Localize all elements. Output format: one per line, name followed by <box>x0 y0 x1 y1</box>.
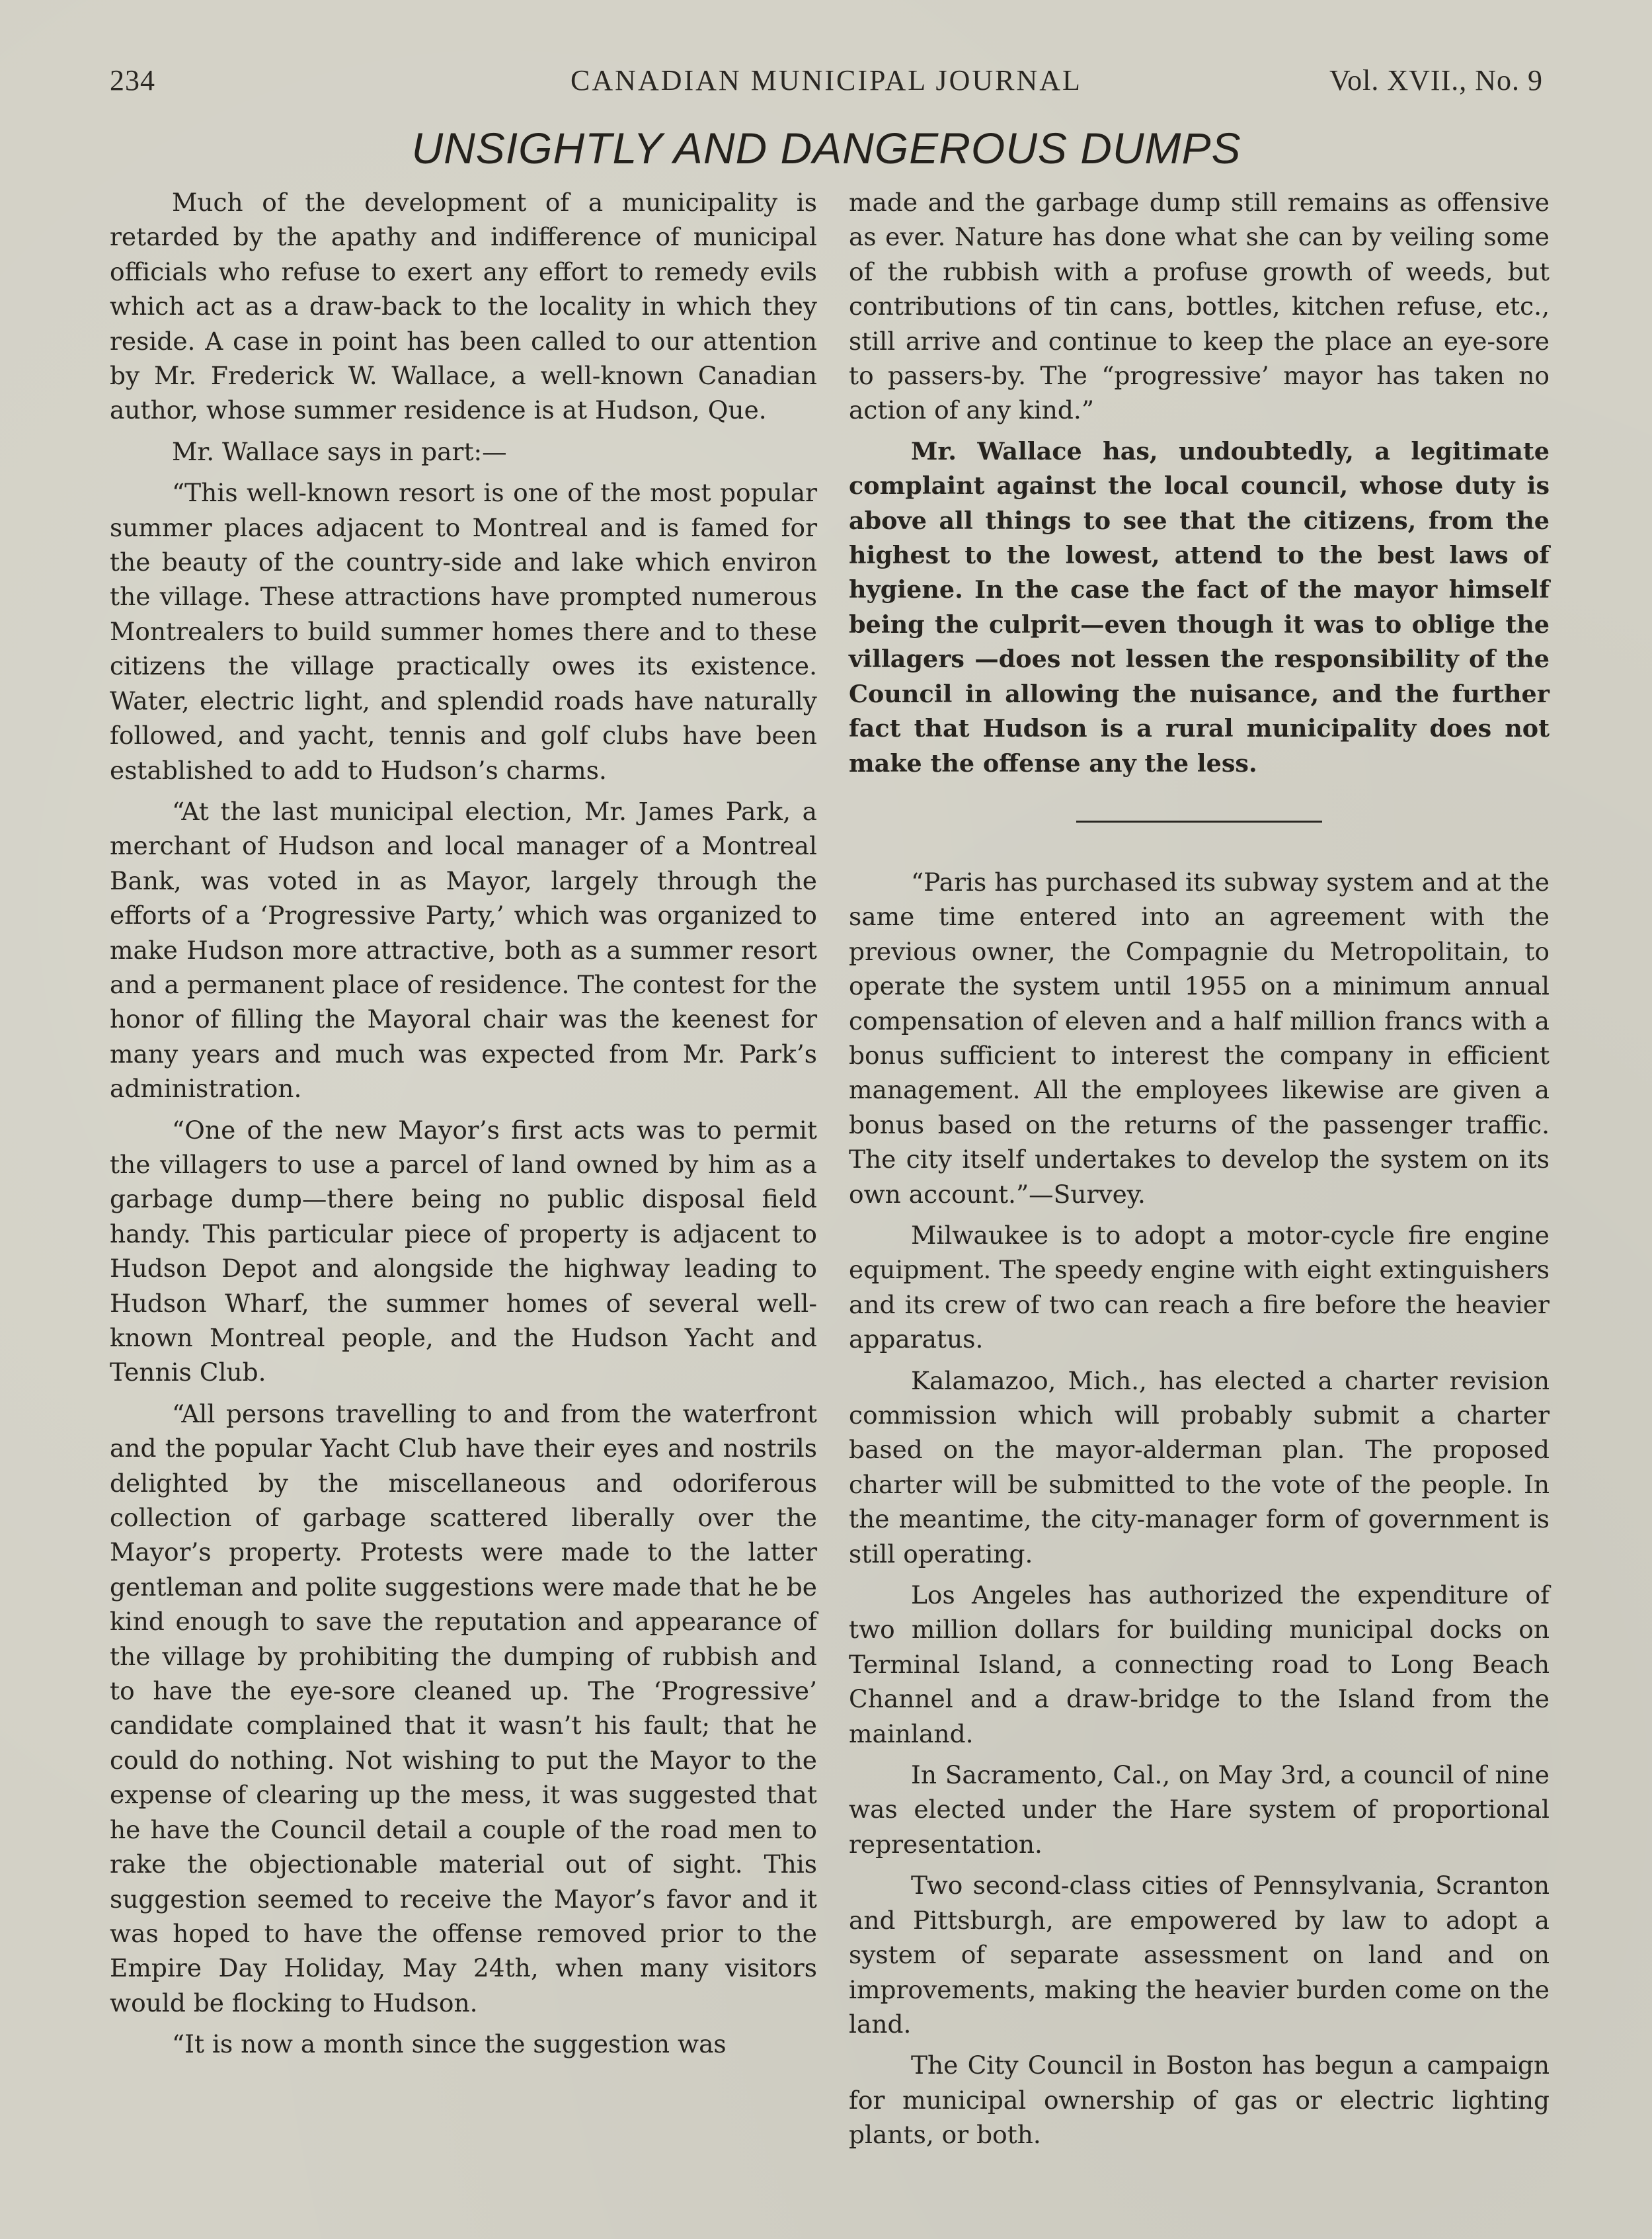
article-paragraph: Much of the development of a municipality is retarded by the apathy and indifference of municipal officials who refuse to exert any effort to remedy evils which act as a draw-back to the locality in which they reside. A case in point has been called to our attention by Mr. Frederick W. Wallace, a well-known Canadian author, whose summer residence is at Hudson, Que. <box>110 188 817 425</box>
right-column <box>849 185 1550 2152</box>
left-column <box>110 185 817 2062</box>
article-paragraph: “All persons travelling to and from the waterfront and the popular Yacht Club have their eyes and nostrils delighted by the miscellaneous and odoriferous collection of garbage scattered liberally over the Mayor’s property. Protests were made to the latter gentleman and polite suggestions were made that he be kind enough to save the reputation and appearance of the village by prohibiting the dumping of rubbish and to have the eye-sore cleaned up. The ‘Progressive’ candidate complained that it wasn’t his fault; that he could do nothing. Not wishing to put the Mayor to the expense of clearing up the mess, it was suggested that he have the Council detail a couple of the road men to rake the objectionable material out of sight. This suggestion seemed to receive the Mayor’s favor and it was hoped to have the offense removed prior to the Empire Day Holiday, May 24th, when many visitors would be flocking to Hudson. <box>110 1399 817 2017</box>
editorial-comment: Mr. Wallace has, undoubtedly, a legitimate complaint against the local council, whose duty is above all things to see that the citizens, from the highest to the lowest, attend to the best laws of hygiene. In the case the fact of the mayor himself being the culprit—even though it was to oblige the villagers —does not lessen the responsibility of the Council in allowing the nuisance, and the further fact that Hudson is a rural municipality does not make the offense any the less. <box>849 436 1550 778</box>
news-item: The City Council in Boston has begun a campaign for municipal ownership of gas or electric lighting plants, or both. <box>849 2051 1550 2150</box>
article-paragraph: “At the last municipal election, Mr. James Park, a merchant of Hudson and local manager of a Montreal Bank, was voted in as Mayor, largely through the efforts of a ‘Progressive Party,’ which was organized to make Hudson more attractive, both as a summer resort and a permanent place of residence. The contest for the honor of filling the Mayoral chair was the keenest for many years and much was expected from Mr. Park’s administration. <box>110 796 817 1104</box>
news-item: Kalamazoo, Mich., has elected a charter revision commission which will probably submit a charter based on the mayor-alderman plan. The proposed charter will be submitted to the vote of the people. In the meantime, the city-manager form of government is still operating. <box>849 1365 1550 1568</box>
news-item: “Paris has purchased its subway system and at the same time entered into an agreement with the previous owner, the Compagnie du Metropolitain, to operate the system until 1955 on a minimum annual compensation of eleven and a half million francs with a bonus sufficient to interest the company in efficient management. All the employees likewise are given a bonus based on the returns of the passenger traffic. The city itself undertakes to develop the system on its own account.”—Survey. <box>849 867 1550 1209</box>
article-paragraph: Mr. Wallace says in part:— <box>172 436 507 466</box>
news-item: Los Angeles has authorized the expenditure of two million dollars for building municipal docks on Terminal Island, a connecting road to Long Beach Channel and a draw-bridge to the Island from the mainland. <box>849 1580 1550 1748</box>
running-head <box>110 63 1543 110</box>
news-item: Two second-class cities of Pennsylvania, Scranton and Pittsburgh, are empowered by law to adopt a system of separate assessment on land and on improvements, making the heavier burden come on the land. <box>849 1871 1550 2039</box>
journal-title: CANADIAN MUNICIPAL JOURNAL <box>570 64 1082 97</box>
section-divider <box>1076 821 1322 823</box>
article-title: UNSIGHTLY AND DANGEROUS DUMPS <box>411 124 1241 173</box>
page-number: 234 <box>110 64 155 97</box>
article-paragraph: “This well-known resort is one of the most popular summer places adjacent to Montreal and is famed for the beauty of the country-side and lake which environ the village. These attractions have prompted numerous Montrealers to build summer homes there and to these citizens the village practically owes its existence. Water, electric light, and splendid roads have naturally followed, and yacht, tennis and golf clubs have been established to add to Hudson’s charms. <box>110 478 817 785</box>
volume-issue: Vol. XVII., No. 9 <box>1329 64 1543 97</box>
article-paragraph-continued: made and the garbage dump still remains as offensive as ever. Nature has done what she can by veiling some of the rubbish with a profuse growth of weeds, but contributions of tin cans, bottles, kitchen refuse, etc., still arrive and continue to keep the place an eye-sore to passers-by. The “progressive’ mayor has taken no action of any kind.” <box>849 188 1550 425</box>
news-item: In Sacramento, Cal., on May 3rd, a council of nine was elected under the Hare system of proportional representation. <box>849 1760 1550 1859</box>
article-paragraph: “One of the new Mayor’s first acts was to permit the villagers to use a parcel of land owned by him as a garbage dump—there being no public disposal field handy. This particular piece of property is adjacent to Hudson Depot and alongside the highway leading to Hudson Wharf, the summer homes of several well-known Montreal people, and the Hudson Yacht and Tennis Club. <box>110 1115 817 1387</box>
article-paragraph: “It is now a month since the suggestion was <box>172 2029 727 2059</box>
news-item: Milwaukee is to adopt a motor-cycle fire engine equipment. The speedy engine with eight extinguishers and its crew of two can reach a fire before the heavier apparatus. <box>849 1220 1550 1354</box>
